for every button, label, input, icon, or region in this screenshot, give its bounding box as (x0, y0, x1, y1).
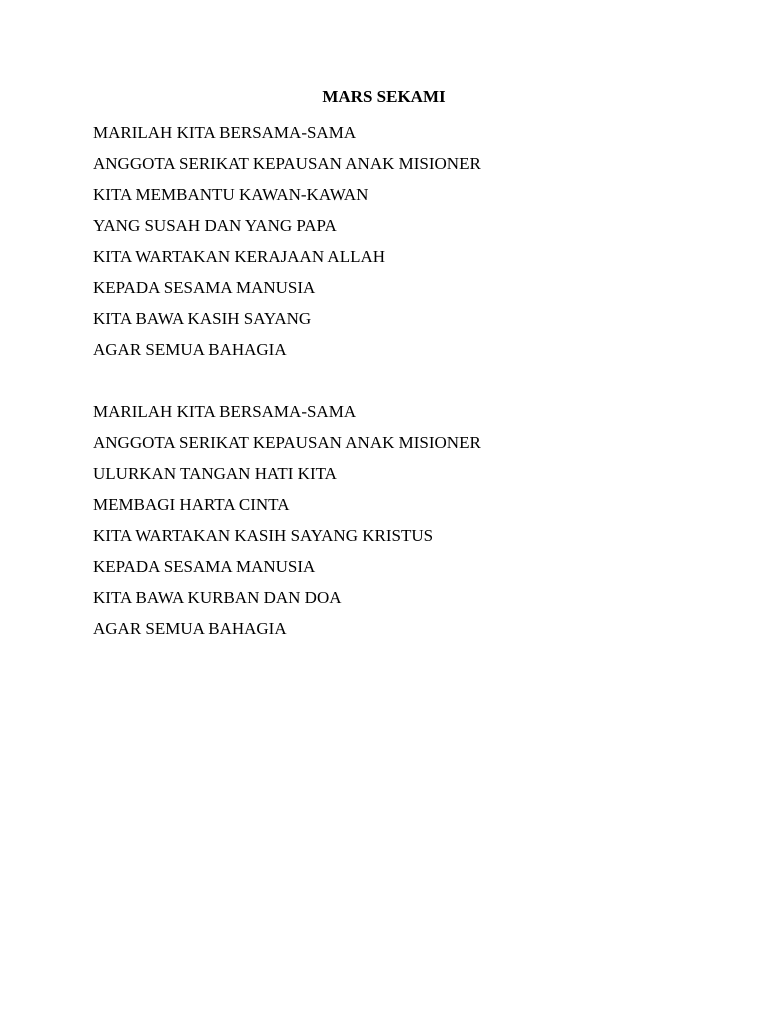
lyric-line: AGAR SEMUA BAHAGIA (93, 619, 287, 638)
lyric-line: KITA MEMBANTU KAWAN-KAWAN (93, 185, 369, 204)
lyric-line: KEPADA SESAMA MANUSIA (93, 557, 316, 576)
lyrics-body (93, 117, 713, 675)
lyric-line: KEPADA SESAMA MANUSIA (93, 278, 316, 297)
lyric-line: KITA BAWA KASIH SAYANG (93, 309, 312, 328)
lyric-line: MEMBAGI HARTA CINTA (93, 495, 290, 514)
lyric-line: ULURKAN TANGAN HATI KITA (93, 464, 337, 483)
lyric-line: ANGGOTA SERIKAT KEPAUSAN ANAK MISIONER (93, 433, 481, 452)
lyric-line: AGAR SEMUA BAHAGIA (93, 340, 287, 359)
stanza-2 (93, 396, 713, 644)
lyric-line: MARILAH KITA BERSAMA-SAMA (93, 123, 357, 142)
lyric-line: ANGGOTA SERIKAT KEPAUSAN ANAK MISIONER (93, 154, 481, 173)
lyric-line: KITA WARTAKAN KERAJAAN ALLAH (93, 247, 386, 266)
lyric-line: MARILAH KITA BERSAMA-SAMA (93, 402, 357, 421)
stanza-1 (93, 117, 713, 365)
song-title: MARS SEKAMI (322, 87, 446, 106)
lyric-line: KITA BAWA KURBAN DAN DOA (93, 588, 342, 607)
lyric-line: KITA WARTAKAN KASIH SAYANG KRISTUS (93, 526, 434, 545)
lyric-line: YANG SUSAH DAN YANG PAPA (93, 216, 337, 235)
